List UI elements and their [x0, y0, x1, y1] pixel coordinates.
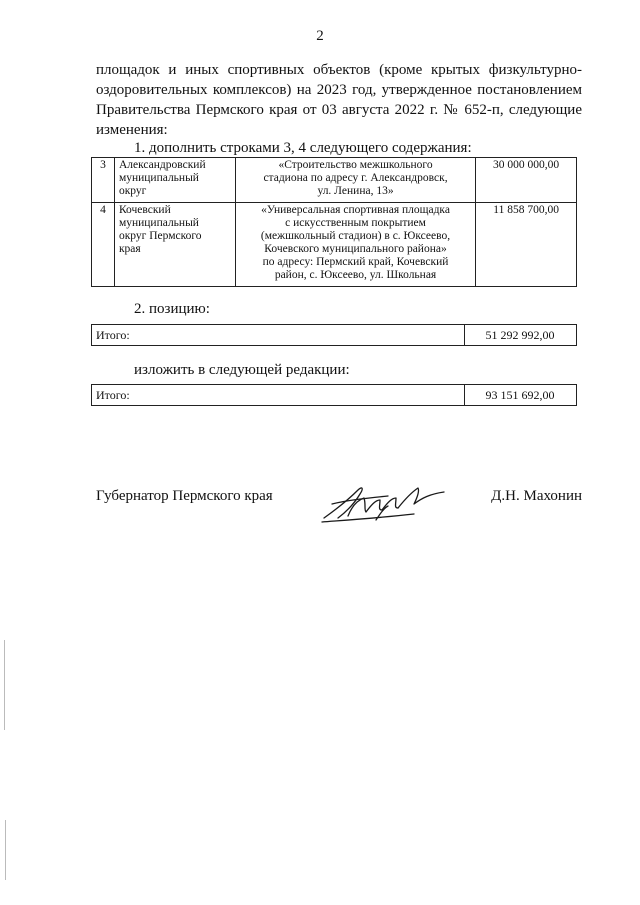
- municipality-line: края: [118, 243, 141, 255]
- scan-edge-mark: [5, 820, 6, 880]
- new-total-row: [91, 384, 577, 406]
- object-cell: [235, 158, 475, 203]
- object-line: (межшкольный стадион) в с. Юксеево,: [260, 230, 451, 242]
- municipality-cell: [114, 158, 235, 203]
- old-total-row: [91, 324, 577, 346]
- amount-cell: 30 000 000,00: [476, 158, 577, 203]
- intro-line: площадок и иных спортивных объектов (кроме крытых физкультурно-: [96, 62, 582, 78]
- total-value: 51 292 992,00: [485, 328, 555, 342]
- amount-cell: 11 858 700,00: [476, 203, 577, 287]
- object-line: стадиона по адресу г. Александровск,: [263, 172, 448, 184]
- intro-line: оздоровительных комплексов) на 2023 год, утвержденное постановлением: [96, 82, 582, 98]
- total-value: 93 151 692,00: [485, 388, 555, 402]
- intro-paragraph: [96, 60, 582, 140]
- item-2-text: 2. позицию:: [134, 301, 210, 317]
- page-number: 2: [316, 28, 324, 44]
- municipality-cell: [114, 203, 235, 287]
- scan-edge-mark: [4, 640, 5, 730]
- object-cell: [235, 203, 475, 287]
- row-number: 4: [92, 203, 115, 287]
- added-rows-table: [91, 157, 577, 287]
- object-line: ул. Ленина, 13»: [317, 185, 394, 197]
- signatory-name: Д.Н. Махонин: [491, 488, 582, 504]
- municipality-line: муниципальный: [118, 172, 199, 184]
- object-line: Кочевского муниципального района»: [264, 243, 447, 255]
- signatory-position: Губернатор Пермского края: [96, 488, 273, 504]
- object-line: по адресу: Пермский край, Кочевский: [262, 256, 449, 268]
- table-row: [92, 203, 577, 287]
- row-number: 3: [92, 158, 115, 203]
- total-label: Итого:: [96, 328, 130, 342]
- object-line: «Строительство межшкольного: [278, 159, 433, 171]
- municipality-line: муниципальный: [118, 217, 199, 229]
- municipality-line: Кочевский: [118, 204, 171, 216]
- intro-line: Правительства Пермского края от 03 августа 2022 г. № 652-п, следующие: [96, 102, 582, 118]
- handwritten-signature: [318, 478, 448, 526]
- municipality-line: округ Пермского: [118, 230, 202, 242]
- object-line: район, с. Юксеево, ул. Школьная: [274, 269, 437, 281]
- object-line: «Универсальная спортивная площадка: [261, 204, 450, 216]
- object-line: с искусственным покрытием: [285, 217, 426, 229]
- item-1-text: 1. дополнить строками 3, 4 следующего содержания:: [134, 140, 472, 156]
- total-label: Итого:: [96, 388, 130, 402]
- replace-instruction: изложить в следующей редакции:: [134, 362, 350, 378]
- municipality-line: округ: [118, 185, 147, 197]
- municipality-line: Александровский: [118, 159, 206, 171]
- table-row: [92, 158, 577, 203]
- intro-line: изменения:: [96, 122, 168, 138]
